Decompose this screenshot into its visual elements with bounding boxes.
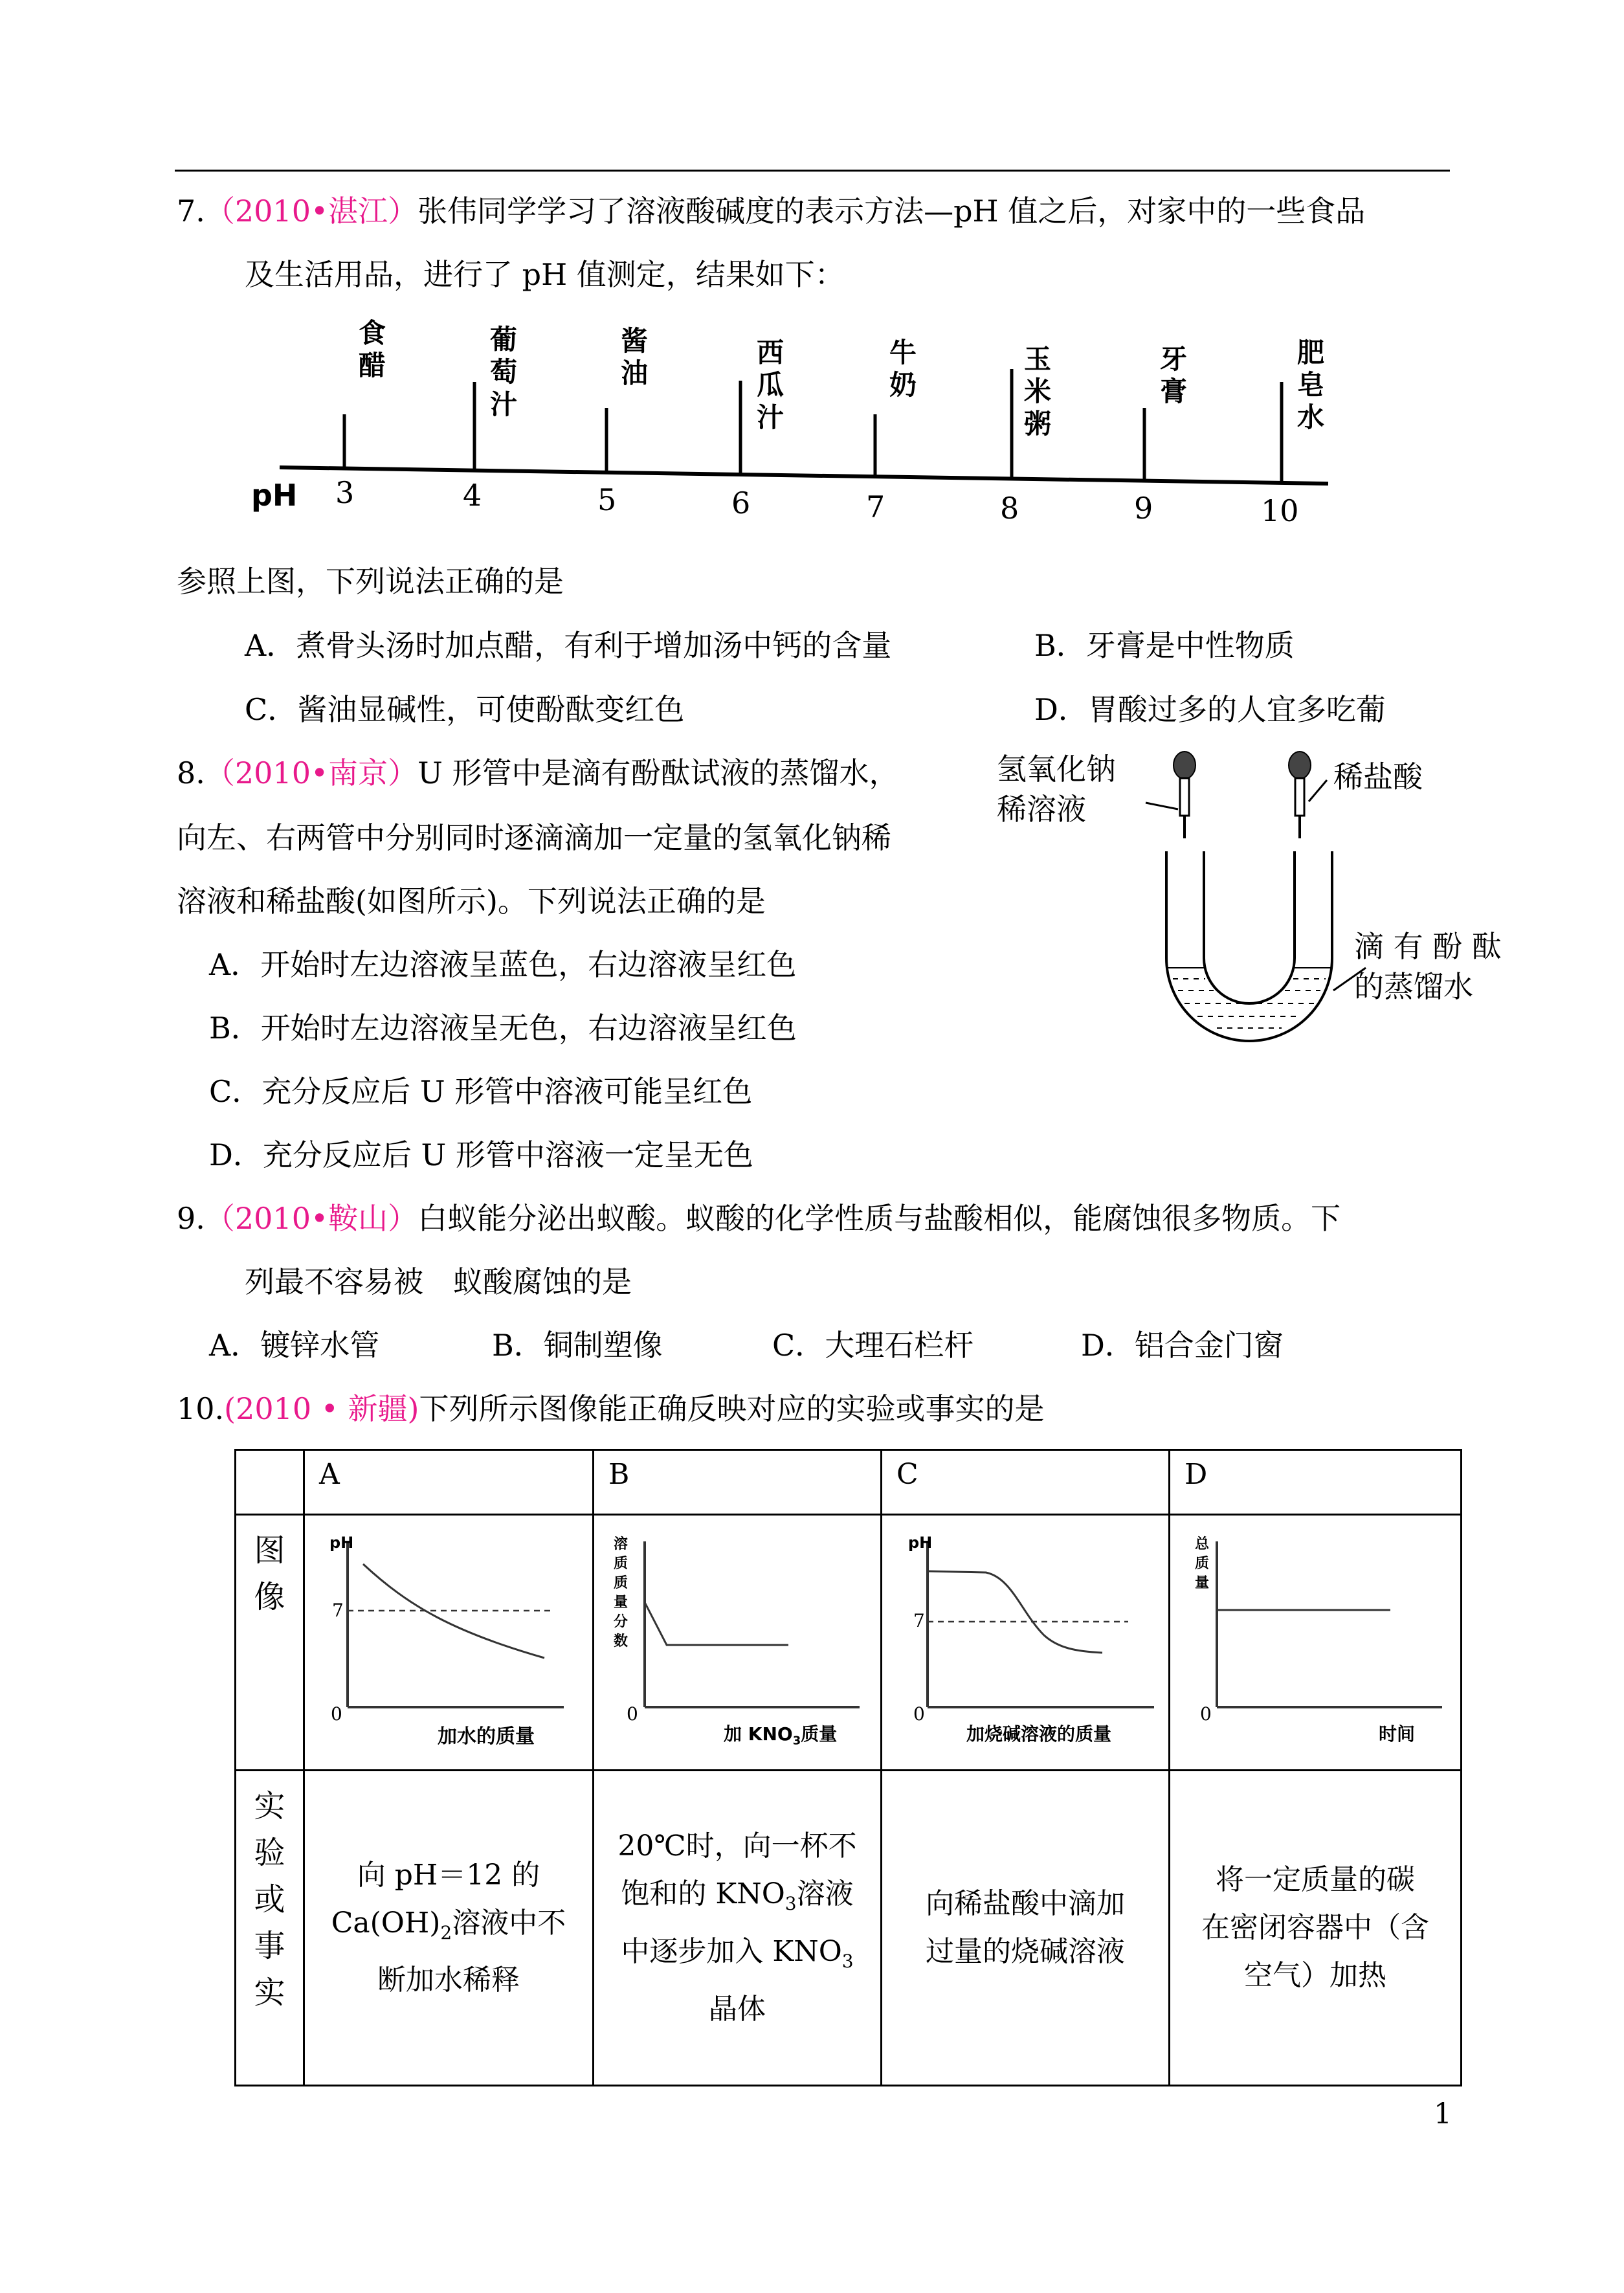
header-blank (236, 1450, 304, 1515)
page-number: 1 (1434, 2097, 1452, 2131)
experiment-b-line1: 20℃时，向一杯不 (617, 1829, 857, 1863)
table-experiment-row (236, 1771, 1462, 2086)
ph-tick-6: 6 (731, 486, 751, 520)
q9-text-1: 白蚁能分泌出蚁酸。蚁酸的化学性质与盐酸相似，能腐蚀很多物质。下 (417, 1201, 1341, 1236)
graph-b-origin: 0 (627, 1703, 638, 1725)
ph-axis-label: pH (251, 478, 298, 513)
experiment-d-line1: 将一定质量的碳 (1216, 1863, 1415, 1896)
ph-tick-4: 4 (463, 478, 482, 513)
graph-d-xlabel: 时间 (1379, 1723, 1416, 1745)
experiment-a-line1: 向 pH＝12 的 (357, 1858, 540, 1892)
graph-c-cell (882, 1515, 1170, 1771)
header-a (304, 1450, 594, 1515)
ph-tick-5: 5 (597, 482, 617, 517)
label-naoh-2: 稀溶液 (997, 792, 1086, 827)
ph-item-watermelon-juice: 西瓜汁 (756, 337, 784, 433)
ph-item-toothpaste: 牙膏 (1159, 343, 1187, 407)
experiment-b-cell (594, 1771, 882, 2086)
label-hcl: 稀盐酸 (1333, 759, 1423, 794)
q7-line2: 及生活用品，进行了 pH 值测定，结果如下： (245, 257, 845, 292)
experiment-d-line3: 空气）加热 (1244, 1959, 1386, 1992)
graph-b-cell (594, 1515, 882, 1771)
experiment-a-line3: 断加水稀释 (377, 1963, 520, 1997)
graph-a-ref7: 7 (332, 1600, 344, 1621)
graph-a-cell (304, 1515, 594, 1771)
ph-scale-figure (246, 317, 1346, 544)
ph-tick-10: 10 (1261, 493, 1299, 528)
ph-item-milk: 牛奶 (889, 337, 917, 401)
graph-row-label: 图像 (254, 1532, 285, 1615)
q7-stem: 参照上图，下列说法正确的是 (177, 564, 564, 599)
header-c-label: C (896, 1458, 918, 1491)
table-graph-row (236, 1515, 1462, 1771)
graph-c-xlabel: 加烧碱溶液的质量 (966, 1723, 1112, 1745)
q7-source: （2010•湛江） (205, 194, 418, 229)
experiment-c (882, 1771, 1168, 2085)
experiment-b-line3: 中逐步加入 $KNO_3$ (621, 1935, 854, 1972)
graph-c-origin: 0 (913, 1703, 925, 1725)
q9-option-a: A．镀锌水管 (209, 1328, 380, 1363)
label-water-2: 的蒸馏水 (1354, 969, 1473, 1004)
q8-line2: 向左、右两管中分别同时逐滴滴加一定量的氢氧化钠稀 (177, 820, 891, 855)
q9-option-d: D．铝合金门窗 (1081, 1328, 1284, 1363)
experiment-a (305, 1771, 592, 2085)
experiment-a-line2: $Ca(OH)_2$溶液中不 (331, 1906, 566, 1943)
q10-text-1: 下列所示图像能正确反映对应的实验或事实的是 (419, 1391, 1045, 1426)
q9-option-b: B．铜制塑像 (492, 1328, 663, 1363)
experiment-d-line2: 在密闭容器中（含 (1201, 1911, 1429, 1944)
graph-d-cell (1170, 1515, 1462, 1771)
q9-number: 9. (177, 1201, 205, 1236)
ph-item-grape-juice: 葡萄汁 (489, 324, 517, 420)
graph-d-origin: 0 (1200, 1703, 1212, 1725)
q7-text-1: 张伟同学学习了溶液酸碱度的表示方法—pH 值之后，对家中的一些食品 (417, 194, 1366, 229)
ph-item-soy-sauce: 酱油 (620, 325, 648, 389)
label-water-1: 滴 有 酚 酞 (1354, 929, 1502, 964)
graph-c-ref7: 7 (913, 1610, 925, 1631)
ph-tick-9: 9 (1134, 491, 1153, 526)
q7-line1 (177, 192, 1365, 230)
header-c (882, 1450, 1170, 1515)
graph-b-xlabel: 加 $KNO_3$质量 (724, 1723, 838, 1748)
graph-c-ylabel: pH (908, 1534, 933, 1552)
graph-a-xlabel: 加水的质量 (438, 1725, 535, 1748)
q9-line2: 列最不容易被 蚁酸腐蚀的是 (245, 1264, 632, 1299)
q7-option-d: D．胃酸过多的人宜多吃葡 (1034, 692, 1386, 727)
experiment-row-label: 实验或事实 (254, 1788, 285, 2011)
header-rule (175, 170, 1450, 172)
q8-option-b: B．开始时左边溶液呈无色，右边溶液呈红色 (209, 1011, 797, 1046)
q7-option-c: C．酱油显碱性，可使酚酞变红色 (245, 692, 685, 727)
header-d (1170, 1450, 1462, 1515)
q10-table (234, 1449, 1462, 2086)
q7-option-b: B．牙膏是中性物质 (1034, 628, 1295, 663)
experiment-b-line4: 晶体 (709, 1992, 766, 2026)
q10-source: (2010 • 新疆) (224, 1391, 419, 1426)
graph-a-ylabel: pH (329, 1534, 354, 1552)
q8-option-d: D．充分反应后 U 形管中溶液一定呈无色 (209, 1137, 753, 1172)
label-naoh-1: 氢氧化钠 (997, 752, 1116, 787)
table-header-row (236, 1450, 1462, 1515)
q9-option-c: C．大理石栏杆 (772, 1328, 974, 1363)
q8-number: 8. (177, 755, 205, 790)
q8-source: （2010•南京） (205, 755, 418, 790)
experiment-b-line2: 饱和的 $KNO_3$溶液 (621, 1877, 854, 1914)
ph-tick-8: 8 (1000, 491, 1019, 526)
experiment-c-cell (882, 1771, 1170, 2086)
ph-item-corn-porridge: 玉米粥 (1023, 343, 1051, 440)
experiment-row-label-cell (236, 1771, 304, 2086)
header-b (594, 1450, 882, 1515)
experiment-a-cell (304, 1771, 594, 2086)
header-a-label: A (319, 1458, 340, 1491)
q9-source: （2010•鞍山） (205, 1201, 418, 1236)
graph-b-ylabel: 溶质质量分数 (614, 1536, 628, 1650)
ph-item-vinegar: 食醋 (358, 317, 386, 381)
q10-number: 10. (177, 1391, 225, 1426)
ph-item-soap-water: 肥皂水 (1296, 337, 1324, 433)
experiment-d-cell (1170, 1771, 1462, 2086)
q9-line1 (177, 1199, 1340, 1238)
q7-number: 7. (177, 194, 205, 229)
q8-option-c: C．充分反应后 U 形管中溶液可能呈红色 (209, 1074, 753, 1109)
header-b-label: B (608, 1458, 630, 1491)
experiment-b (594, 1771, 880, 2085)
graph-row-label-cell (236, 1515, 304, 1771)
q7-option-a: A．煮骨头汤时加点醋，有利于增加汤中钙的含量 (245, 628, 892, 663)
q8-option-a: A．开始时左边溶液呈蓝色，右边溶液呈红色 (209, 947, 797, 982)
graph-d-ylabel: 总质量 (1195, 1536, 1210, 1591)
q10-line1 (177, 1389, 1045, 1428)
u-tube-figure (990, 744, 1521, 1055)
q8-text-1: U 形管中是滴有酚酞试液的蒸馏水， (417, 755, 899, 790)
ph-tick-3: 3 (335, 475, 355, 510)
q8-line3: 溶液和稀盐酸(如图所示)。下列说法正确的是 (177, 884, 766, 919)
graph-a-origin: 0 (331, 1703, 342, 1725)
ph-tick-7: 7 (866, 489, 885, 524)
q8-line1 (177, 754, 898, 792)
experiment-d (1170, 1771, 1460, 2085)
experiment-c-line2: 过量的烧碱溶液 (926, 1935, 1125, 1968)
experiment-c-line1: 向稀盐酸中滴加 (926, 1887, 1125, 1920)
header-d-label: D (1185, 1458, 1208, 1491)
